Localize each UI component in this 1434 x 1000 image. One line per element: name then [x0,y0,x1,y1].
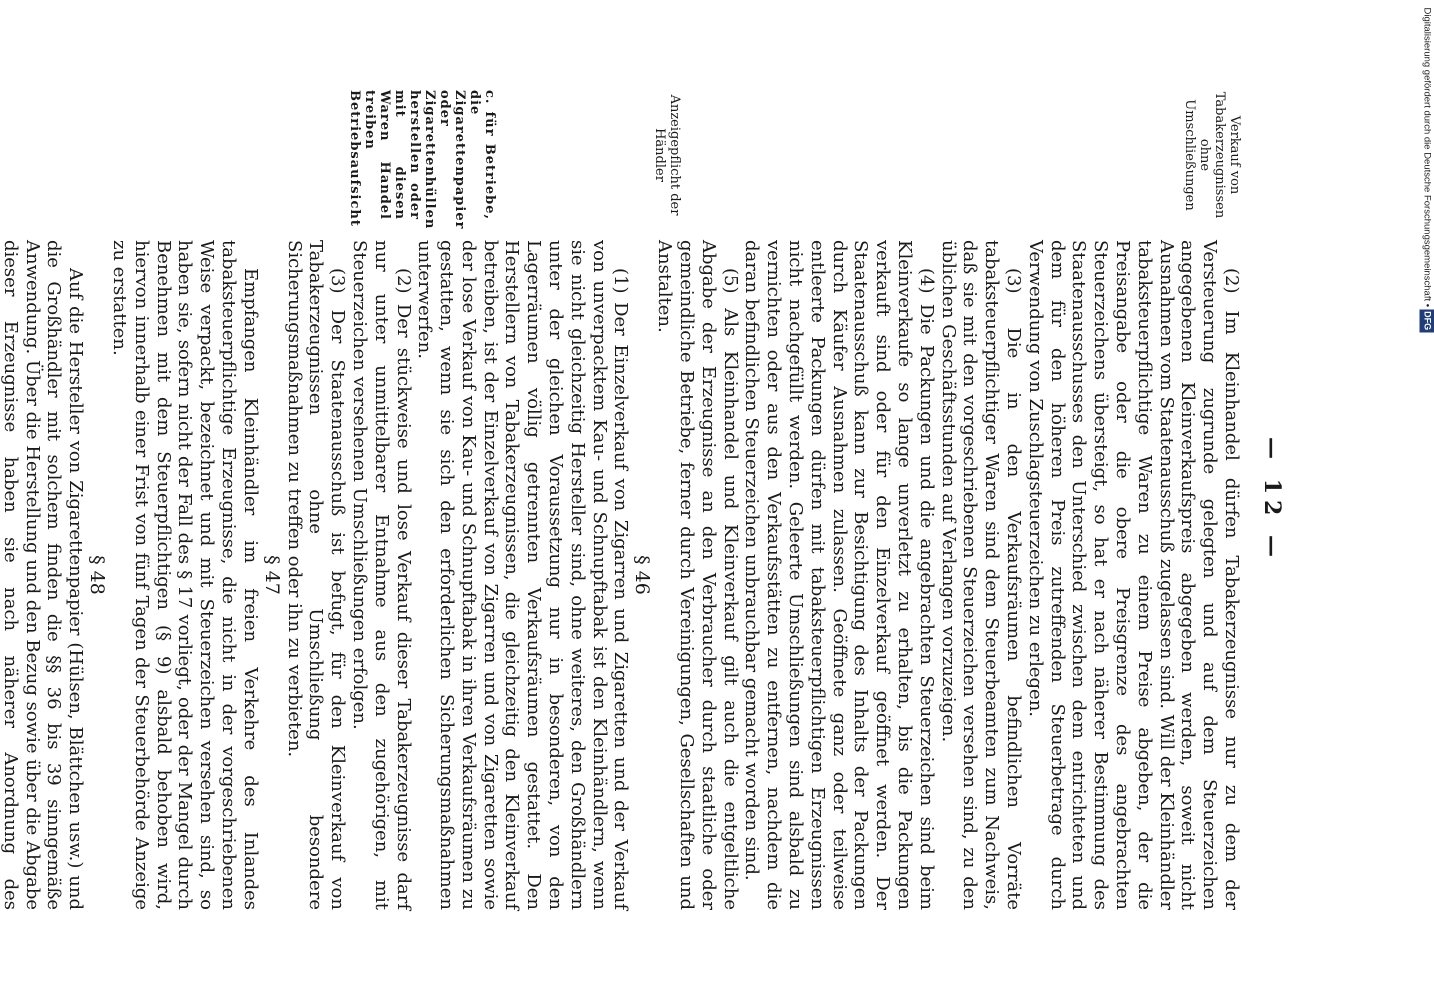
digitization-credit [1419,8,1434,393]
section-heading-46: § 46 [631,555,654,595]
margin-note-betriebsaufsicht: c. für Betriebe, die Zigarettenpapier oder Zigarettenhüllen herstellen oder mit diesen Waren Handel treiben Betriebsaufsicht [347,90,497,230]
margin-note-anzeigepflicht: Anzeigepflicht der Händler [652,94,682,216]
margin-notes [122,90,1242,230]
paragraph-46-1: (1) Der Einzelverkauf von Zigarren und Zigaretten und der Verkauf von unverpacktem Kau- und Schnupftabak ist den Kleinhändlern, wenn sie nicht gleichzeitig Hersteller sind, ohne weiteres, den Großhändlern unter der gleichen Voraussetzung nur in besonderen, von den Lagerräumen völlig getrennten Verkaufsräumen gestattet. Den Herstellern von Tabakerzeugnissen, die gleichzeitig den Kleinverkauf betreiben, ist der Einzelverkauf von Zigarren und von Zigaretten sowie der lose Verkauf von Kau- und Schnupftabak in ihren Verkaufsräumen zu gestatten, wenn sie sich den erforderlichen Sicherungsmaßnahmen unterwerfen. [414,240,632,910]
paragraph-45-4: (4) Die Packungen und die angebrachten Steuerzeichen sind beim Kleinverkaufe so lange unverletzt zu erhalten, bis die Packungen verkauft sind oder für den Einzelverkauf geöffnet werden. Der Staatenausschuß kann zur Besichtigung des Inhalts der Packungen durch Käufer Ausnahmen zulassen. Geöffnete ganz oder teilweise entleerte Packungen dürfen mit tabaksteuerpflichtigen Erzeugnissen nicht nachgefüllt werden. Geleerte Umschließungen sind alsbald zu vernichten oder aus den Verkaufsstätten zu entfernen, nachdem die daran befindlichen Steuerzeichen unbrauchbar gemacht worden sind. [741,240,937,910]
body-text [0,240,1242,910]
page-number: — 12 — [1259,437,1285,563]
margin-note-verkauf: Verkauf von Tabakerzeugnissen ohne Umschließungen [1182,91,1242,219]
dfg-logo: DFG [1420,309,1434,332]
paragraph-48: Auf die Hersteller von Zigarettenpapier (Hülsen, Blättchen usw.) und die Großhändler mit solchem finden die §§ 36 bis 39 sinngemäße Anwendung. Über die Herstellung und den Bezug sowie über die Abgabe dieser Erzeugnisse haben sie nach näherer Anordnung des [0,240,87,910]
paragraph-46-3: (3) Der Staatenausschuß ist befugt, für den Kleinverkauf von Tabakerzeugnissen ohne Umschließung besondere Sicherungsmaßnahmen zu treffen oder ihn zu verbieten. [283,240,349,910]
rotated-document-page [0,90,1292,910]
paragraph-45-3: (3) Die in den Verkaufsräumen befindlichen Vorräte tabaksteuerpflichtiger Waren sind dem Steuerbeamten zum Nachweis, daß sie mit den vorgeschriebenen Steuerzeichen versehen sind, zu den üblichen Geschäftsstunden auf Verlangen vorzuzeigen. [937,240,1025,910]
paragraph-46-2: (2) Der stückweise und lose Verkauf dieser Tabakerzeugnisse darf nur unter unmittelbarer Entnahme aus den zugehörigen, mit Steuerzeichen versehenen Umschließungen erfolgen. [348,240,414,910]
paragraph-45-5: (5) Als Kleinhandel und Kleinverkauf gilt auch die entgeltliche Abgabe der Erzeugnisse an den Verbraucher durch staatliche oder gemeindliche Betriebe, ferner durch Vereinigungen, Gesellschaften und Anstalten. [654,240,741,910]
credit-text: Digitalisierung gefördert durch die Deutsche Forschungsgemeinschaft • [1421,7,1433,308]
paragraph-47: Empfangen Kleinhändler im freien Verkehre des Inlandes tabaksteuerpflichtige Erzeugnisse, die nicht in der vorgeschriebenen Weise verpackt, bezeichnet und mit Steuerzeichen versehen sind, so haben sie, sofern nicht der Fall des § 17 vorliegt, oder der Mangel durch Benehmen mit dem Steuerpflichtigen (§ 9) alsbald behoben wird, hiervon innerhalb einer Frist von fünf Tagen der Steuerbehörde Anzeige zu erstatten. [108,240,261,910]
section-heading-48: § 48 [86,555,109,595]
paragraph-45-2: (2) Im Kleinhandel dürfen Tabakerzeugnisse nur zu dem der Versteuerung zugrunde gelegten und auf dem Steuerzeichen angegebenen Kleinverkaufspreis abgegeben werden, soweit nicht Ausnahmen vom Staatenausschuß zugelassen sind. Will der Kleinhändler tabaksteuerpflichtige Waren zu einem Preise abgeben, der die Preisangabe oder die obere Preisgrenze des angebrachten Steuerzeichens übersteigt, so hat er nach näherer Bestimmung des Staatenausschusses den Unterschied zwischen dem entrichteten und dem für den höheren Preis zutreffenden Steuerbetrage durch Verwendung von Zuschlagsteuerzeichen zu erlegen. [1024,240,1242,910]
section-heading-47: § 47 [260,555,283,595]
